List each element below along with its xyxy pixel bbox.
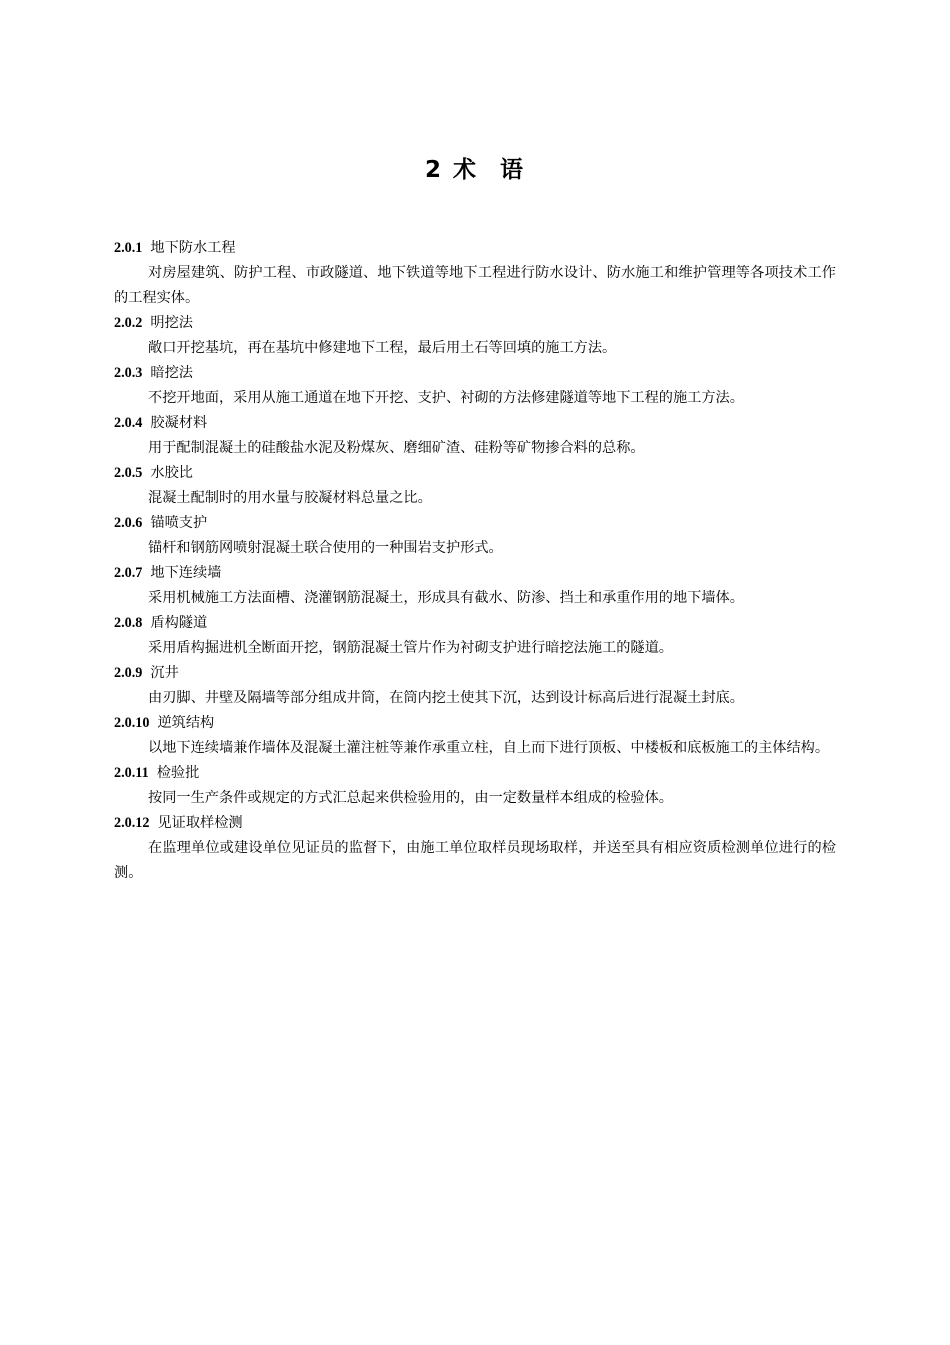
term-heading [114,411,836,436]
term-code: 2.0.2 [114,315,143,331]
term-entry [114,311,836,361]
term-definition: 锚杆和钢筋网喷射混凝土联合使用的一种围岩支护形式。 [148,540,503,556]
term-code: 2.0.10 [114,715,150,731]
term-entry [114,811,836,886]
term-name: 沉井 [150,665,179,681]
term-name: 胶凝材料 [150,415,208,431]
term-name: 明挖法 [150,315,193,331]
term-name: 锚喷支护 [150,515,208,531]
term-name: 检验批 [156,765,200,781]
term-code: 2.0.9 [114,665,143,681]
term-definition: 采用机械施工方法面槽、浇灌钢筋混凝土，形成具有截水、防渗、挡土和承重作用的地下墙体。 [148,590,744,606]
term-heading [114,361,836,386]
chapter-title [0,152,950,188]
term-heading [114,511,836,536]
term-entry [114,611,836,661]
term-definition: 在监理单位或建设单位见证员的监督下，由施工单位取样员现场取样，并送至具有相应资质检测单位进行的检测。 [114,840,836,881]
term-heading [114,811,836,836]
term-name: 地下连续墙 [150,565,222,581]
term-heading [114,661,836,686]
chapter-title-char-1: 术 [453,157,478,183]
term-code: 2.0.3 [114,365,143,381]
term-heading [114,711,836,736]
term-definition: 对房屋建筑、防护工程、市政隧道、地下铁道等地下工程进行防水设计、防水施工和维护管理等各项技术工作的工程实体。 [114,265,836,306]
term-heading [114,236,836,261]
term-definition: 按同一生产条件或规定的方式汇总起来供检验用的，由一定数量样本组成的检验体。 [148,790,673,806]
term-definition: 敞口开挖基坑，再在基坑中修建地下工程，最后用土石等回填的施工方法。 [148,340,617,356]
term-entry [114,461,836,511]
term-heading [114,311,836,336]
term-entry [114,661,836,711]
term-definition: 混凝土配制时的用水量与胶凝材料总量之比。 [148,490,432,506]
term-code: 2.0.6 [114,515,143,531]
term-name: 暗挖法 [150,365,193,381]
term-heading [114,611,836,636]
term-entry [114,411,836,461]
term-definition: 用于配制混凝土的硅酸盐水泥及粉煤灰、磨细矿渣、硅粉等矿物掺合料的总称。 [148,440,645,456]
term-code: 2.0.4 [114,415,143,431]
terms-list [114,236,836,886]
term-code: 2.0.8 [114,615,143,631]
term-name: 逆筑结构 [157,715,215,731]
term-entry [114,236,836,311]
chapter-title-char-2: 语 [500,157,525,183]
term-name: 见证取样检测 [157,815,243,831]
term-entry [114,361,836,411]
term-entry [114,761,836,811]
term-entry [114,711,836,761]
term-code: 2.0.1 [114,240,143,256]
term-code: 2.0.11 [114,765,149,781]
chapter-number: 2 [424,157,443,183]
term-code: 2.0.5 [114,465,143,481]
term-entry [114,561,836,611]
term-name: 水胶比 [150,465,193,481]
term-code: 2.0.12 [114,815,150,831]
term-definition: 采用盾构掘进机全断面开挖，钢筋混凝土管片作为衬砌支护进行暗挖法施工的隧道。 [148,640,673,656]
term-name: 盾构隧道 [150,615,208,631]
term-entry [114,511,836,561]
term-heading [114,461,836,486]
term-definition: 以地下连续墙兼作墙体及混凝土灌注桩等兼作承重立柱，自上而下进行顶板、中楼板和底板施工的主体结构。 [148,740,830,756]
term-definition: 由刃脚、井壁及隔墙等部分组成井筒，在筒内挖土使其下沉，达到设计标高后进行混凝土封底。 [148,690,744,706]
term-heading [114,761,836,786]
term-definition: 不挖开地面，采用从施工通道在地下开挖、支护、衬砌的方法修建隧道等地下工程的施工方法。 [148,390,744,406]
term-name: 地下防水工程 [150,240,236,256]
term-code: 2.0.7 [114,565,143,581]
term-heading [114,561,836,586]
